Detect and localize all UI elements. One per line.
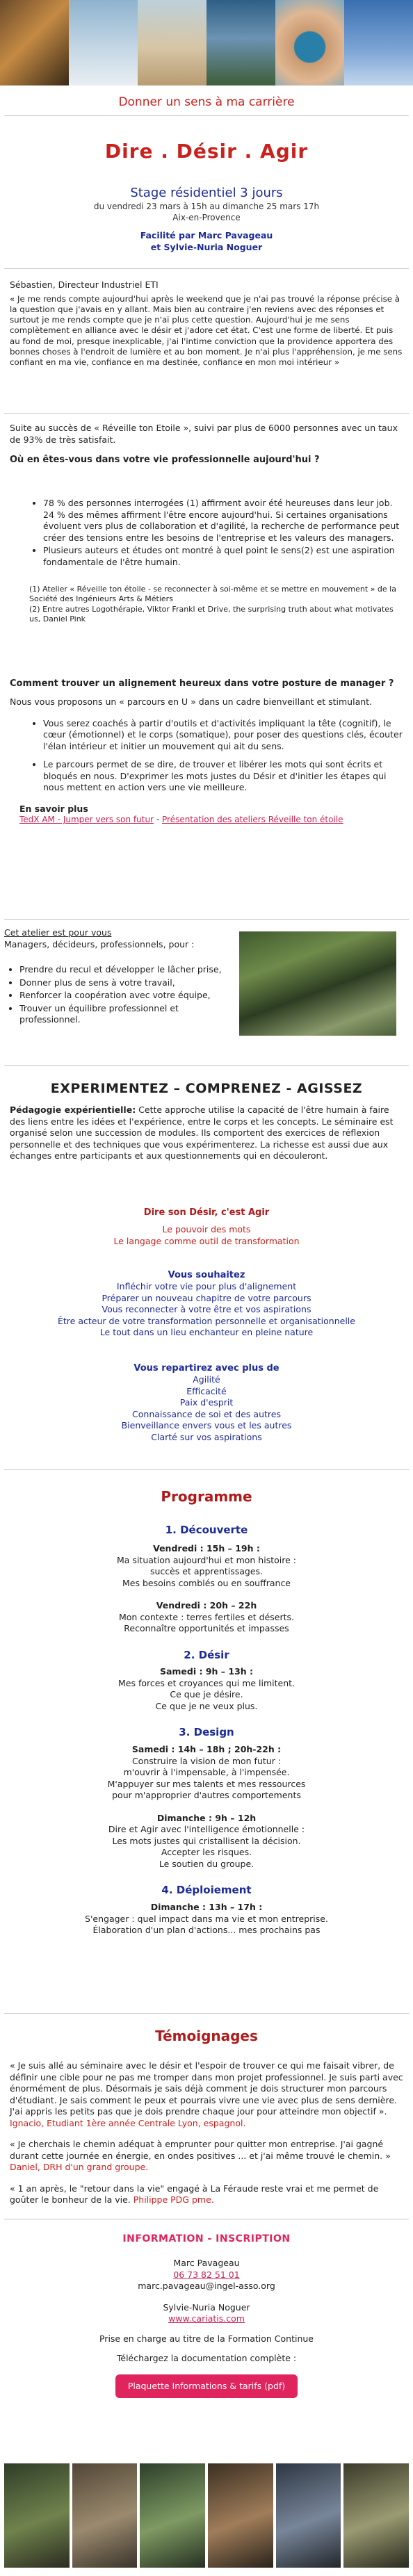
programme-line: Reconnaître opportunités et impasses <box>124 1623 289 1634</box>
list-item: • Prendre du recul et développer le lâcher prise, <box>19 964 234 976</box>
list-item: • 78 % des personnes interrogées (1) affirment avoir été heureuses dans leur job. 24 % des mêmes affirment l'être encore aujourd'hui. Si certaines organisations évoluent vers plus de collaboration et d'agilité, la recherche de performance peut créer des tensions entre les besoins de l'entreprise et les valeurs des managers. <box>43 498 403 544</box>
programme-line: Ma situation aujourd'hui et mon histoire : <box>117 1554 296 1565</box>
header-photo-strip <box>0 0 413 85</box>
testimonial <box>10 2139 403 2174</box>
want-line: Préparer un nouveau chapitre de votre parcours <box>102 1292 311 1303</box>
divider <box>4 1469 409 1470</box>
audience-block <box>0 927 413 1066</box>
manager-question: Comment trouver un alignement heureux dans votre posture de manager ? <box>10 678 394 689</box>
page-title: Dire . Désir . Agir <box>104 140 309 163</box>
leave-line: Paix d'esprit <box>179 1397 234 1408</box>
programme-step-heading: 1. Découverte <box>165 1524 248 1537</box>
experiment-block <box>0 1080 413 1162</box>
programme-line: Dire et Agir avec l'intelligence émotionnelle : <box>108 1824 305 1835</box>
info-title: INFORMATION - INSCRIPTION <box>122 2233 291 2244</box>
testimonials-block <box>0 2027 413 2206</box>
info-block <box>0 2233 413 2398</box>
photo-beach-footprints <box>138 0 206 85</box>
programme-line: M'appuyer sur mes talents et mes ressources <box>107 1778 306 1789</box>
want-line: Infléchir votre vie pour plus d'alignement <box>116 1281 297 1292</box>
more-links <box>10 815 403 826</box>
leave-line: Agilité <box>193 1374 220 1385</box>
leave-line: Connaissance de soi et des autres <box>132 1408 281 1419</box>
ateliers-link[interactable]: Présentation des ateliers Réveille ton étoile <box>161 815 343 825</box>
programme-line: Ce que je ne veux plus. <box>155 1700 258 1711</box>
experiment-lead: Pédagogie expérientielle: <box>10 1104 136 1116</box>
divider <box>4 919 409 920</box>
programme-line: Construire la vision de mon futur : <box>131 1755 282 1766</box>
programme-line: succès et apprentissages. <box>149 1566 264 1577</box>
contact-name: Marc Pavageau <box>173 2258 240 2269</box>
contact-name: Sylvie-Nuria Noguer <box>163 2301 250 2313</box>
programme-line: Mon contexte : terres fertiles et déserts. <box>118 1611 294 1622</box>
programme-line: Les mots justes qui cristallisent la décision. <box>112 1835 301 1846</box>
header-subtitle: Donner un sens à ma carrière <box>118 95 295 109</box>
programme-line: Mes besoins comblés ou en souffrance <box>122 1577 291 1588</box>
experiment-title: EXPERIMENTEZ – COMPRENEZ - AGISSEZ <box>50 1081 363 1096</box>
list-item: • Donner plus de sens à votre travail, <box>19 977 234 989</box>
footer-photo-strip <box>4 2463 409 2568</box>
audience-heading: Cet atelier est pour vous <box>4 927 112 938</box>
photo-workshop-2 <box>72 2463 138 2568</box>
programme-line: pour m'approprier d'autres comportements <box>112 1790 301 1801</box>
testimonial-author: Ignacio, Etudiant 1ère année Centrale Lyon, espagnol. <box>10 2117 246 2128</box>
divider <box>4 115 409 116</box>
want-line: Le tout dans un lieu enchanteur en pleine nature <box>99 1327 314 1338</box>
intro-block <box>0 185 413 253</box>
programme-line: S'engager : quel impact dans ma vie et mon entreprise. <box>85 1913 328 1924</box>
programme-session-title: Vendredi : 15h – 19h : <box>153 1543 260 1554</box>
email-text[interactable]: marc.pavageau@ingel-asso.org <box>138 2281 275 2292</box>
programme-line: Accepter les risques. <box>161 1847 252 1858</box>
programme-step-heading: 4. Déploiement <box>161 1884 252 1897</box>
quote-block <box>0 279 413 368</box>
leave-block <box>0 1362 413 1443</box>
quote-text: « Je me rends compte aujourd'hui après le weekend que je n'ai pas trouvé la réponse précise à la question que j'avais en y allant. Mais bien au contraire j'en reviens avec des réponses et surtout je me rends compte que je n'ai plus cette question. Aujourd'hui je me sens complètement en alliance avec le désir et j'adore cet état. C'est une forme de liberté. Et puis au fond de moi, presque inexplicable, j'ai l'intime conviction que la providence apportera des bonnes choses à l'endroit de lumière et au bon moment. Je n'ai plus l'appréhension, je me sens confiant en ma vie, confiance en ma destinée, confiance en mon moi intérieur » <box>10 293 403 368</box>
success-text: Suite au succès de « Réveille ton Etoile », suivi par plus de 6000 personnes avec un taux de 93% de très satisfait. <box>10 423 398 445</box>
programme-block <box>0 1487 413 1937</box>
photo-workshop-4 <box>208 2463 273 2568</box>
divider <box>4 1065 409 1066</box>
stage-title: Stage résidentiel 3 jours <box>130 186 283 200</box>
programme-line: Ce que je désire. <box>170 1689 243 1700</box>
photo-forest-path <box>0 0 69 85</box>
photo-workshop-5 <box>276 2463 341 2568</box>
desire-line: Le langage comme outil de transformation <box>113 1235 300 1246</box>
experiment-text <box>10 1104 403 1162</box>
want-line: Vous reconnecter à votre être et vos aspirations <box>102 1304 311 1315</box>
testimonial-author: Daniel, DRH d'un grand groupe. <box>10 2162 149 2173</box>
stage-place: Aix-en-Provence <box>172 212 241 222</box>
manager-bullets <box>10 718 403 794</box>
manager-block <box>0 678 413 826</box>
want-heading: Vous souhaitez <box>168 1270 245 1280</box>
desire-heading: Dire son Désir, c'est Agir <box>143 1207 270 1218</box>
training-note: Prise en charge au titre de la Formation Continue <box>99 2333 314 2344</box>
download-brochure-button[interactable] <box>115 2374 298 2399</box>
programme-line: Le soutien du groupe. <box>159 1858 254 1869</box>
photo-sky-clouds <box>69 0 138 85</box>
download-brochure-label: Plaquette Informations & tarifs (pdf) <box>127 2380 286 2391</box>
footnote: (2) Entre autres Logothérapie, Viktor Frankl et Drive, the surprising truth about what motivates us, Daniel Pink <box>29 604 394 624</box>
footnote: (1) Atelier « Réveille ton étoile - se reconnecter à soi-même et se mettre en mouvement » de la Société des Ingénieurs Arts & Métiers <box>29 585 396 604</box>
programme-step-heading: 2. Désir <box>184 1648 229 1661</box>
stage-dates: du vendredi 23 mars à 15h au dimanche 25 mars 17h <box>93 201 320 211</box>
programme-title: Programme <box>161 1488 252 1505</box>
leave-heading: Vous repartirez avec plus de <box>133 1363 280 1373</box>
testimonial-text: « Je cherchais le chemin adéquat à emprunter pour quitter mon entreprise. J'ai gagné durant cette journée en énergie, en ondes positives ... et j'ai même trouvé le chemin. » <box>10 2139 391 2161</box>
divider <box>4 268 409 269</box>
testimonial-text: « 1 an après, le "retour dans la vie" engagé à La Féraude reste vrai et me permet de goûter le bonheur de la vie. <box>10 2183 379 2206</box>
list-item: • Renforcer la coopération avec votre équipe, <box>19 990 234 1002</box>
want-block <box>0 1269 413 1339</box>
tedx-link[interactable]: TedX AM - Jumper vers son futur <box>19 815 154 825</box>
manager-text: Nous vous proposons un « parcours en U » dans un cadre bienveillant et stimulant. <box>10 696 373 708</box>
page-title-block <box>0 139 413 165</box>
programme-line: Mes forces et croyances qui me limitent. <box>118 1677 295 1688</box>
photo-group-workshop <box>239 931 396 1036</box>
desire-block <box>0 1207 413 1247</box>
list-item: • Le parcours permet de se dire, de trouver et libérer les mots qui sont écrits et bloqués en nous. D'exprimer les mots justes du Désir et d'initier les étapes qui nous mettent en action vers une vie meilleure. <box>43 759 403 794</box>
divider <box>4 2013 409 2014</box>
list-item: • Plusieurs auteurs et études ont montré à quel point le sens(2) est une aspiration fondamentale de l'être humain. <box>43 545 403 568</box>
leave-line: Efficacité <box>186 1385 227 1396</box>
photo-mountain-lake <box>206 0 275 85</box>
photo-workshop-3 <box>140 2463 205 2568</box>
programme-line: Élaboration d'un plan d'actions... mes prochains pas <box>92 1925 321 1936</box>
question-heading: Où en êtes-vous dans votre vie professionnelle aujourd'hui ? <box>10 455 320 465</box>
testimonial <box>10 2060 403 2129</box>
programme-step-heading: 3. Design <box>179 1726 234 1739</box>
facilitators-line-2: et Sylvie-Nuria Noguer <box>150 241 263 252</box>
desire-line: Le pouvoir des mots <box>162 1224 251 1235</box>
download-note: Téléchargez la documentation complète : <box>116 2353 297 2364</box>
testimonial-author: Philippe PDG pme. <box>133 2194 214 2206</box>
photo-workshop-1 <box>4 2463 70 2568</box>
programme-session-title: Samedi : 9h – 13h : <box>159 1666 254 1677</box>
list-item: • Trouver un équilibre professionnel et professionnel. <box>19 1003 234 1026</box>
list-item: • Vous serez coachés à partir d'outils et d'activités impliquant la tête (cognitif), le cœur (émotionnel) et le corps (somatique), pour poser des questions clés, écouter l'élan intérieur et initier un mouvement qui ait du sens. <box>43 718 403 753</box>
leave-line: Clarté sur vos aspirations <box>151 1431 262 1442</box>
leave-line: Bienveillance envers vous et les autres <box>121 1420 292 1431</box>
want-line: Être acteur de votre transformation personnelle et organisationnelle <box>58 1315 355 1326</box>
testimonials-title: Témoignages <box>155 2028 258 2044</box>
quote-author: Sébastien, Directeur Industriel ETI <box>10 279 159 290</box>
success-block <box>0 423 413 624</box>
programme-line: m'ouvrir à l'impensable, à l'impensée. <box>123 1767 290 1778</box>
photo-joined-hands <box>275 0 344 85</box>
facilitators-line-1: Facilité par Marc Pavageau <box>140 230 273 241</box>
audience-bullets <box>4 964 234 1026</box>
programme-session-title: Dimanche : 13h – 17h : <box>150 1902 263 1913</box>
audience-sub: Managers, décideurs, professionnels, pour : <box>4 938 195 949</box>
experiment-body: Cette approche utilise la capacité de l'être humain à faire des liens entre les idées et l'expérience, entre le corps et les concepts. Le séminaire est organisé selon une succession de modules. Ils comportent des exercices de réflexion personnelle et des techniques que vous expérimenterez. La richesse est aussi due aux échanges entre participants et aux questionnements qui en découleront. <box>10 1104 394 1161</box>
programme-session-title: Samedi : 14h – 18h ; 20h-22h : <box>131 1744 282 1755</box>
website-link[interactable]: www.cariatis.com <box>168 2313 245 2324</box>
divider <box>4 413 409 414</box>
photo-workshop-6 <box>343 2463 409 2568</box>
testimonial <box>10 2183 403 2206</box>
photo-blue-sky <box>344 0 413 85</box>
phone-link[interactable]: 06 73 82 51 01 <box>173 2269 240 2280</box>
footnotes <box>10 585 403 624</box>
testimonial-text: « Je suis allé au séminaire avec le désir et l'espoir de trouver ce qui me faisait vibrer, de définir une cible pour ne pas me tromper dans mon projet professionnel. Je suis parti avec énormément de plus. Désormais je sais déjà comment je dois structurer mon parcours d'étudiant. Je sais comment le peux et pourrais vivre une vie avec plus de sens dernière. J'ai appris les petits pas que je dois prendre chaque jour pour atteindre mon objectif ». <box>10 2060 403 2117</box>
more-heading: En savoir plus <box>19 803 88 814</box>
success-bullets <box>10 498 403 568</box>
link-separator: - <box>154 815 162 825</box>
programme-session-title: Vendredi : 20h – 22h <box>156 1600 257 1611</box>
programme-session-title: Dimanche : 9h – 12h <box>156 1812 257 1823</box>
header-subtitle-block <box>0 95 413 110</box>
